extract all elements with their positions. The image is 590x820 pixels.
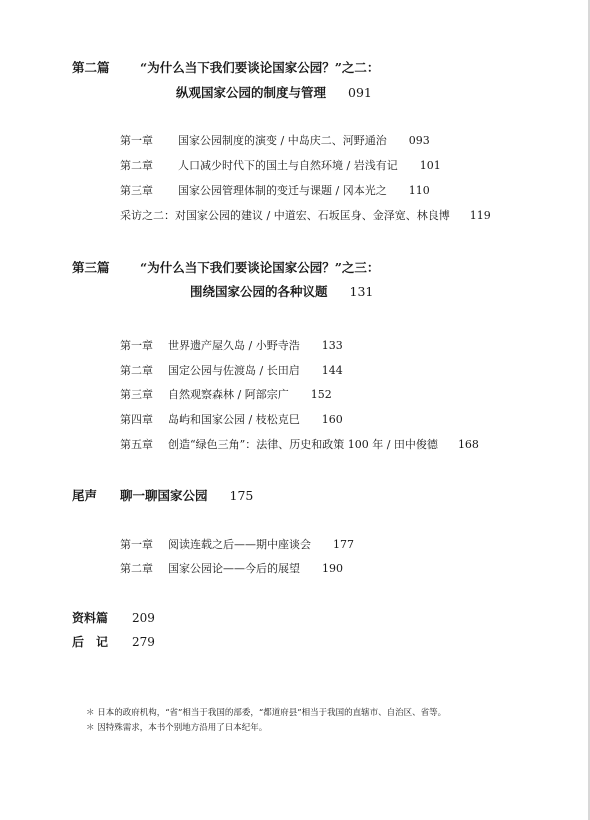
chapter-label: 第三章 (120, 388, 153, 401)
footnote: ＊ 日本的政府机构，“省”相当于我国的部委，“都道府县”相当于我国的直辖市、自治区、省等。 (86, 708, 447, 718)
part2-label: 第二篇 (72, 60, 110, 75)
toc-entry[interactable] (120, 411, 343, 427)
chapter-title: 自然观察森林 / 阿部宗广 (168, 388, 289, 401)
toc-entry-interview[interactable] (120, 207, 491, 223)
interview-page: 119 (469, 209, 491, 222)
chapter-label: 第一章 (120, 538, 153, 551)
chapter-title: 国家公园论——今后的展望 (168, 562, 300, 575)
chapter-page: 133 (321, 339, 343, 352)
toc-entry[interactable] (120, 536, 354, 552)
chapter-label: 第四章 (120, 413, 153, 426)
chapter-page: 152 (310, 388, 332, 401)
part3-title-line1: “为什么当下我们要谈论国家公园？”之三： (140, 260, 380, 275)
chapter-label: 第五章 (120, 438, 153, 451)
chapter-label: 第二章 (120, 562, 153, 575)
part2-title-line1: “为什么当下我们要谈论国家公园？”之二： (140, 60, 380, 75)
appendix-page: 209 (132, 611, 155, 625)
chapter-title: 世界遗产屋久岛 / 小野寺浩 (168, 339, 300, 352)
chapter-title: 岛屿和国家公园 / 枝松克巳 (168, 413, 300, 426)
toc-entry[interactable] (120, 386, 332, 402)
appendix-row[interactable] (72, 609, 155, 626)
epilogue-title: 聊一聊国家公园 (120, 488, 208, 503)
chapter-title: 创造“绿色三角”：法律、历史和政策 100 年 / 田中俊德 (168, 438, 438, 451)
toc-entry[interactable] (120, 560, 343, 576)
toc-entry[interactable] (120, 436, 479, 452)
toc-entry[interactable] (120, 132, 430, 148)
chapter-page: 093 (408, 134, 430, 147)
afterword-page: 279 (132, 635, 155, 649)
chapter-title: 国家公园管理体制的变迁与课题 / 冈本光之 (178, 184, 387, 197)
chapter-label: 第一章 (120, 134, 153, 147)
chapter-label: 第二章 (120, 159, 153, 172)
chapter-title: 国定公园与佐渡岛 / 长田启 (168, 364, 300, 377)
interview-title: 采访之二：对国家公园的建议 / 中道宏、石坂匡身、金泽宽、林良博 (120, 209, 450, 222)
chapter-label: 第三章 (120, 184, 153, 197)
part3-label: 第三篇 (72, 260, 110, 275)
chapter-label: 第二章 (120, 364, 153, 377)
afterword-row[interactable] (72, 633, 155, 650)
part3-page: 131 (349, 284, 374, 299)
chapter-page: 177 (333, 538, 354, 551)
toc-entry[interactable] (120, 362, 343, 378)
chapter-label: 第一章 (120, 339, 153, 352)
part2-title-line2 (176, 83, 372, 101)
appendix-label: 资料篇 (72, 611, 109, 625)
chapter-page: 144 (321, 364, 343, 377)
toc-entry[interactable] (120, 182, 430, 198)
afterword-label: 后 记 (72, 635, 109, 649)
toc-entry[interactable] (120, 337, 343, 353)
part2-title-text: 纵观国家公园的制度与管理 (176, 85, 327, 100)
chapter-page: 110 (408, 184, 430, 197)
epilogue-page: 175 (229, 488, 254, 503)
chapter-title: 国家公园制度的演变 / 中岛庆二、河野通治 (178, 134, 387, 147)
part3-title-line2 (190, 282, 373, 300)
chapter-title: 人口减少时代下的国土与自然环境 / 岩浅有记 (178, 159, 398, 172)
part2-page: 091 (348, 85, 372, 100)
chapter-title: 阅读连载之后——期中座谈会 (168, 538, 311, 551)
epilogue-label: 尾声 (72, 488, 98, 503)
chapter-page: 168 (457, 438, 479, 451)
epilogue-title-row[interactable] (120, 486, 253, 504)
chapter-page: 101 (419, 159, 441, 172)
footnote: ＊ 因特殊需求，本书个别地方沿用了日本纪年。 (86, 723, 268, 733)
chapter-page: 190 (322, 562, 343, 575)
chapter-page: 160 (321, 413, 343, 426)
toc-entry[interactable] (120, 157, 441, 173)
part3-title-text: 围绕国家公园的各种议题 (190, 284, 328, 299)
